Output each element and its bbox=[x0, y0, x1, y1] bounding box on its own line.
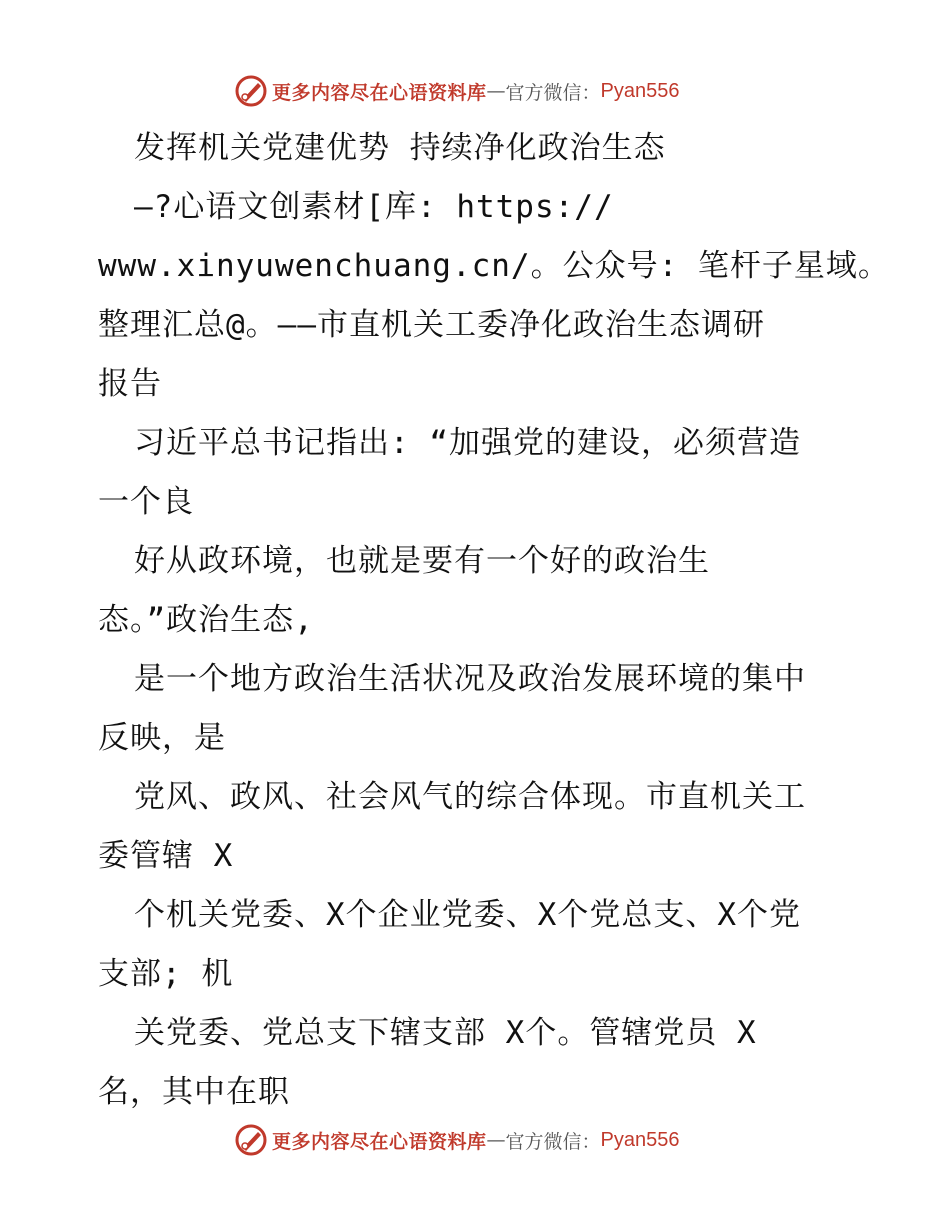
text-line: —?心语文创素材[库: https:// bbox=[134, 189, 614, 225]
text-line: www.xinyuwenchuang.cn/。公众号: 笔杆子星域。 bbox=[98, 248, 890, 284]
text-line: 反映，是 bbox=[98, 720, 226, 756]
watermark-wechat-id: Pyan556 bbox=[600, 1128, 680, 1151]
text-line: 好从政环境，也就是要有一个好的政治生 bbox=[134, 543, 710, 579]
pen-logo-icon bbox=[234, 1123, 268, 1157]
document-title: 发挥机关党建优势 持续净化政治生态 bbox=[134, 130, 666, 166]
watermark-label: 官方微信： bbox=[505, 1130, 601, 1153]
text-line: 名，其中在职 bbox=[98, 1074, 290, 1110]
text-line: 报告 bbox=[98, 366, 162, 402]
text-line: 是一个地方政治生活状况及政治发展环境的集中 bbox=[134, 661, 806, 697]
text-line: 党风、政风、社会风气的综合体现。市直机关工 bbox=[134, 779, 806, 815]
text-line: 习近平总书记指出: “加强党的建设，必须营造 bbox=[134, 425, 801, 461]
watermark-dash: — bbox=[486, 80, 506, 102]
watermark-wechat-id: Pyan556 bbox=[600, 79, 680, 102]
text-line: 一个良 bbox=[98, 484, 194, 520]
text-line: 委管辖 X bbox=[98, 838, 234, 874]
watermark-dash: — bbox=[486, 1129, 506, 1151]
watermark-main-text: 更多内容尽在心语资料库 bbox=[272, 81, 487, 104]
text-line: 个机关党委、X个企业党委、X个党总支、X个党 bbox=[134, 897, 801, 933]
watermark-banner-bottom bbox=[234, 1122, 754, 1158]
text-line: 支部; 机 bbox=[98, 956, 234, 992]
text-line: 关党委、党总支下辖支部 X个。管辖党员 X bbox=[134, 1015, 757, 1051]
watermark-main-text: 更多内容尽在心语资料库 bbox=[272, 1130, 487, 1153]
text-line: 整理汇总@。——市直机关工委净化政治生态调研 bbox=[98, 307, 765, 343]
watermark-label: 官方微信： bbox=[505, 81, 601, 104]
text-line: 态。”政治生态, bbox=[98, 602, 314, 638]
